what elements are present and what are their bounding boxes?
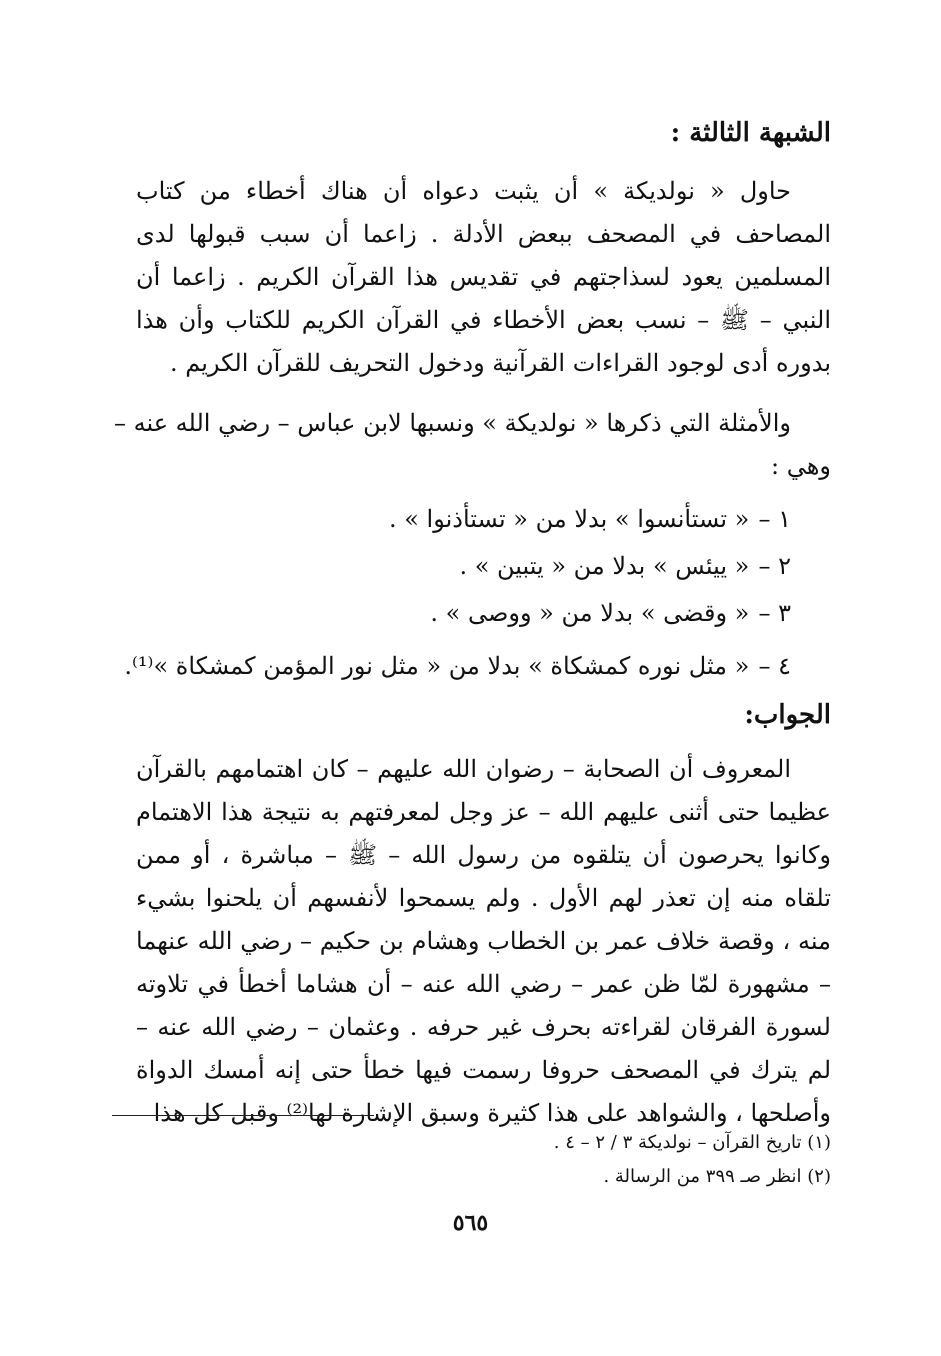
paragraph-answer — [136, 748, 831, 1135]
footnote-text: انظر صـ ٣٩٩ من الرسالة . — [603, 1166, 802, 1187]
paragraph-claim-text: حاول « نولديكة » أن يثبت دعواه أن هناك أخطاء من كتاب المصاحف في المصحف ببعض الأدلة . زاعما أن سبب قبولها لدى المسلمين يعود لسذاجتهم في تقديس هذا القرآن الكريم . زاعما أن النبي – ﷺ – نسب بعض الأخطاء في القرآن الكريم للكتاب وأن هذا بدوره أدى لوجود القراءات القرآنية ودخول التحريف للقرآن الكريم . — [136, 177, 831, 377]
examples-intro-line-1: والأمثلة التي ذكرها « نولديكة » ونسبها لابن عباس – رضي الله عنه – — [113, 409, 791, 437]
footnote-2 — [603, 1162, 831, 1192]
paragraph-examples-intro — [113, 402, 831, 488]
section-heading-third-doubt: الشبهة الثالثة : — [670, 118, 831, 148]
example-text: « تستأنسوا » بدلا من « تستأذنوا » . — [388, 505, 750, 533]
page-number: ٥٦٥ — [452, 1210, 489, 1236]
footnote-separator — [112, 1115, 374, 1116]
footnote-mark: (٢) — [807, 1166, 831, 1187]
paragraph-claim — [136, 170, 831, 385]
paragraph-answer-text: المعروف أن الصحابة – رضوان الله عليهم – كان اهتمامهم بالقرآن عظيما حتى أثنى عليهم الله – عز وجل لمعرفتهم به نتيجة هذا الاهتمام وكانوا يحرصون أن يتلقوه من رسول الله – ﷺ – مباشرة ، أو ممن تلقاه منه إن تعذر لهم الأول . ولم يسمحوا لأنفسهم أن يلحنوا بشيء منه ، وقصة خلاف عمر بن الخطاب وهشام بن حكيم – رضي الله عنهما – مشهورة لمّا ظن عمر – رضي الله عنه – أن هشاما أخطأ في تلاوته لسورة الفرقان لقراءته بحرف غير حرفه . وعثمان – رضي الله عنه – لم يترك في المصحف حروفا رسمت فيها خطأ حتى إنه أمسك الدواة وأصلحها ، والشواهد على هذا كثيرة وسبق الإشارة لها⁽²⁾ وقبل كل هذا — [136, 755, 831, 1127]
footnote-text: تاريخ القرآن – نولديكة ٣ / ٢ – ٤ . — [553, 1132, 802, 1153]
example-item — [136, 543, 831, 590]
example-number: ٣ – — [758, 599, 791, 627]
example-item — [136, 496, 831, 543]
section-heading-answer: الجواب: — [744, 700, 831, 730]
example-text: « مثل نوره كمشكاة » بدلا من « مثل نور المؤمن كمشكاة »⁽¹⁾. — [124, 652, 750, 680]
example-number: ٤ – — [758, 652, 791, 680]
footnote-1 — [554, 1128, 831, 1158]
example-text: « ييئس » بدلا من « يتبين » . — [459, 552, 750, 580]
footnote-mark: (١) — [807, 1132, 831, 1153]
example-text: « وقضى » بدلا من « ووصى » . — [430, 599, 750, 627]
example-item — [136, 590, 831, 637]
example-number: ٢ – — [758, 552, 791, 580]
example-number: ١ – — [758, 505, 791, 533]
examples-intro-line-2: وهي : — [771, 452, 831, 480]
example-item — [124, 643, 831, 690]
examples-list — [124, 496, 831, 690]
